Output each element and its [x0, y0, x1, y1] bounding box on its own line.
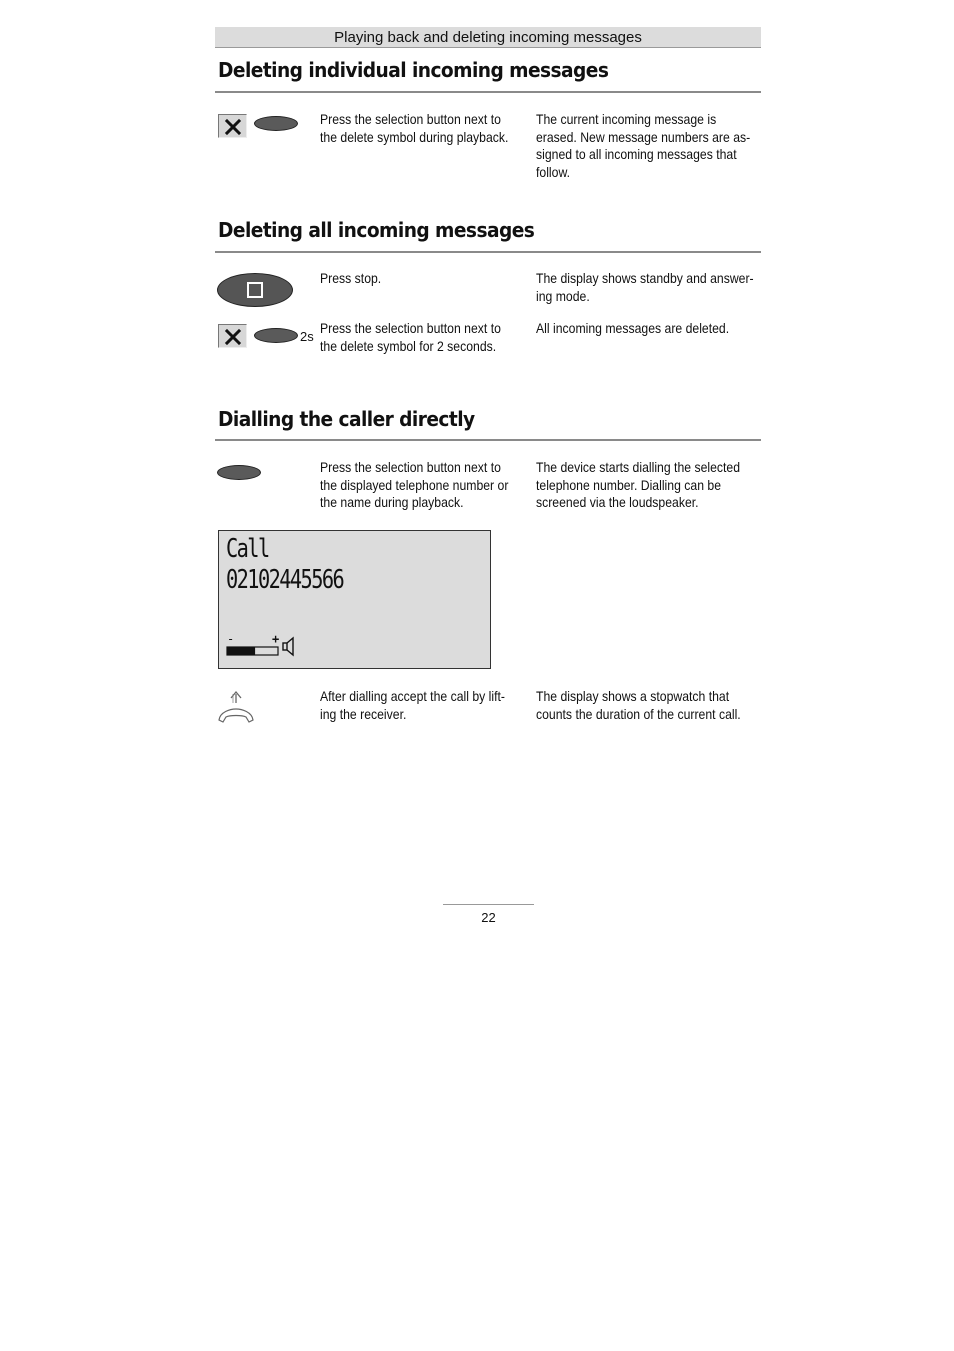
- phone-display: [218, 530, 491, 669]
- result-text: The current incoming message is erased. New message numbers are as- signed to all incoming messages that follow.: [536, 112, 751, 180]
- delete-x-icon: [218, 114, 247, 138]
- result-text: The display shows standby and answer- ing mode.: [536, 271, 754, 304]
- section-rule: [215, 251, 761, 253]
- display-line-2: 02102445566: [226, 565, 344, 595]
- result-text: The display shows a stopwatch that counts the duration of the current call.: [536, 689, 741, 722]
- display-line-1: Call: [226, 534, 269, 564]
- section-title-delete-all: Deleting all incoming messages: [218, 218, 535, 242]
- action-text: Press stop.: [320, 271, 382, 286]
- selection-button-icon: [254, 328, 298, 343]
- volume-indicator: [226, 633, 316, 664]
- page-header: Playing back and deleting incoming messages: [215, 27, 761, 48]
- selection-button-icon: [254, 116, 298, 131]
- volume-minus: -: [227, 633, 235, 646]
- hold-duration-label: 2s: [300, 329, 314, 344]
- speaker-icon: [283, 638, 293, 655]
- section-rule: [215, 439, 761, 441]
- section-title-delete-individual: Deleting individual incoming messages: [218, 58, 609, 82]
- page-number: 22: [481, 910, 496, 925]
- volume-plus: +: [272, 633, 280, 646]
- footer-rule: [443, 904, 534, 905]
- action-text: Press the selection button next to the delete symbol during playback.: [320, 112, 509, 145]
- action-text: After dialling accept the call by lift- ing the receiver.: [320, 689, 505, 722]
- section-title-dialling-caller: Dialling the caller directly: [218, 407, 475, 431]
- action-text: Press the selection button next to the delete symbol for 2 seconds.: [320, 321, 501, 354]
- lift-receiver-icon: [216, 690, 256, 726]
- section-rule: [215, 91, 761, 93]
- action-text: Press the selection button next to the displayed telephone number or the name during playback.: [320, 460, 509, 511]
- selection-button-icon: [217, 465, 261, 480]
- delete-x-icon: [218, 324, 247, 348]
- volume-level-fill: [227, 647, 255, 655]
- result-text: All incoming messages are deleted.: [536, 321, 730, 336]
- stop-button-icon: [217, 273, 293, 307]
- result-text: The device starts dialling the selected telephone number. Dialling can be screened via the loudspeaker.: [536, 460, 741, 511]
